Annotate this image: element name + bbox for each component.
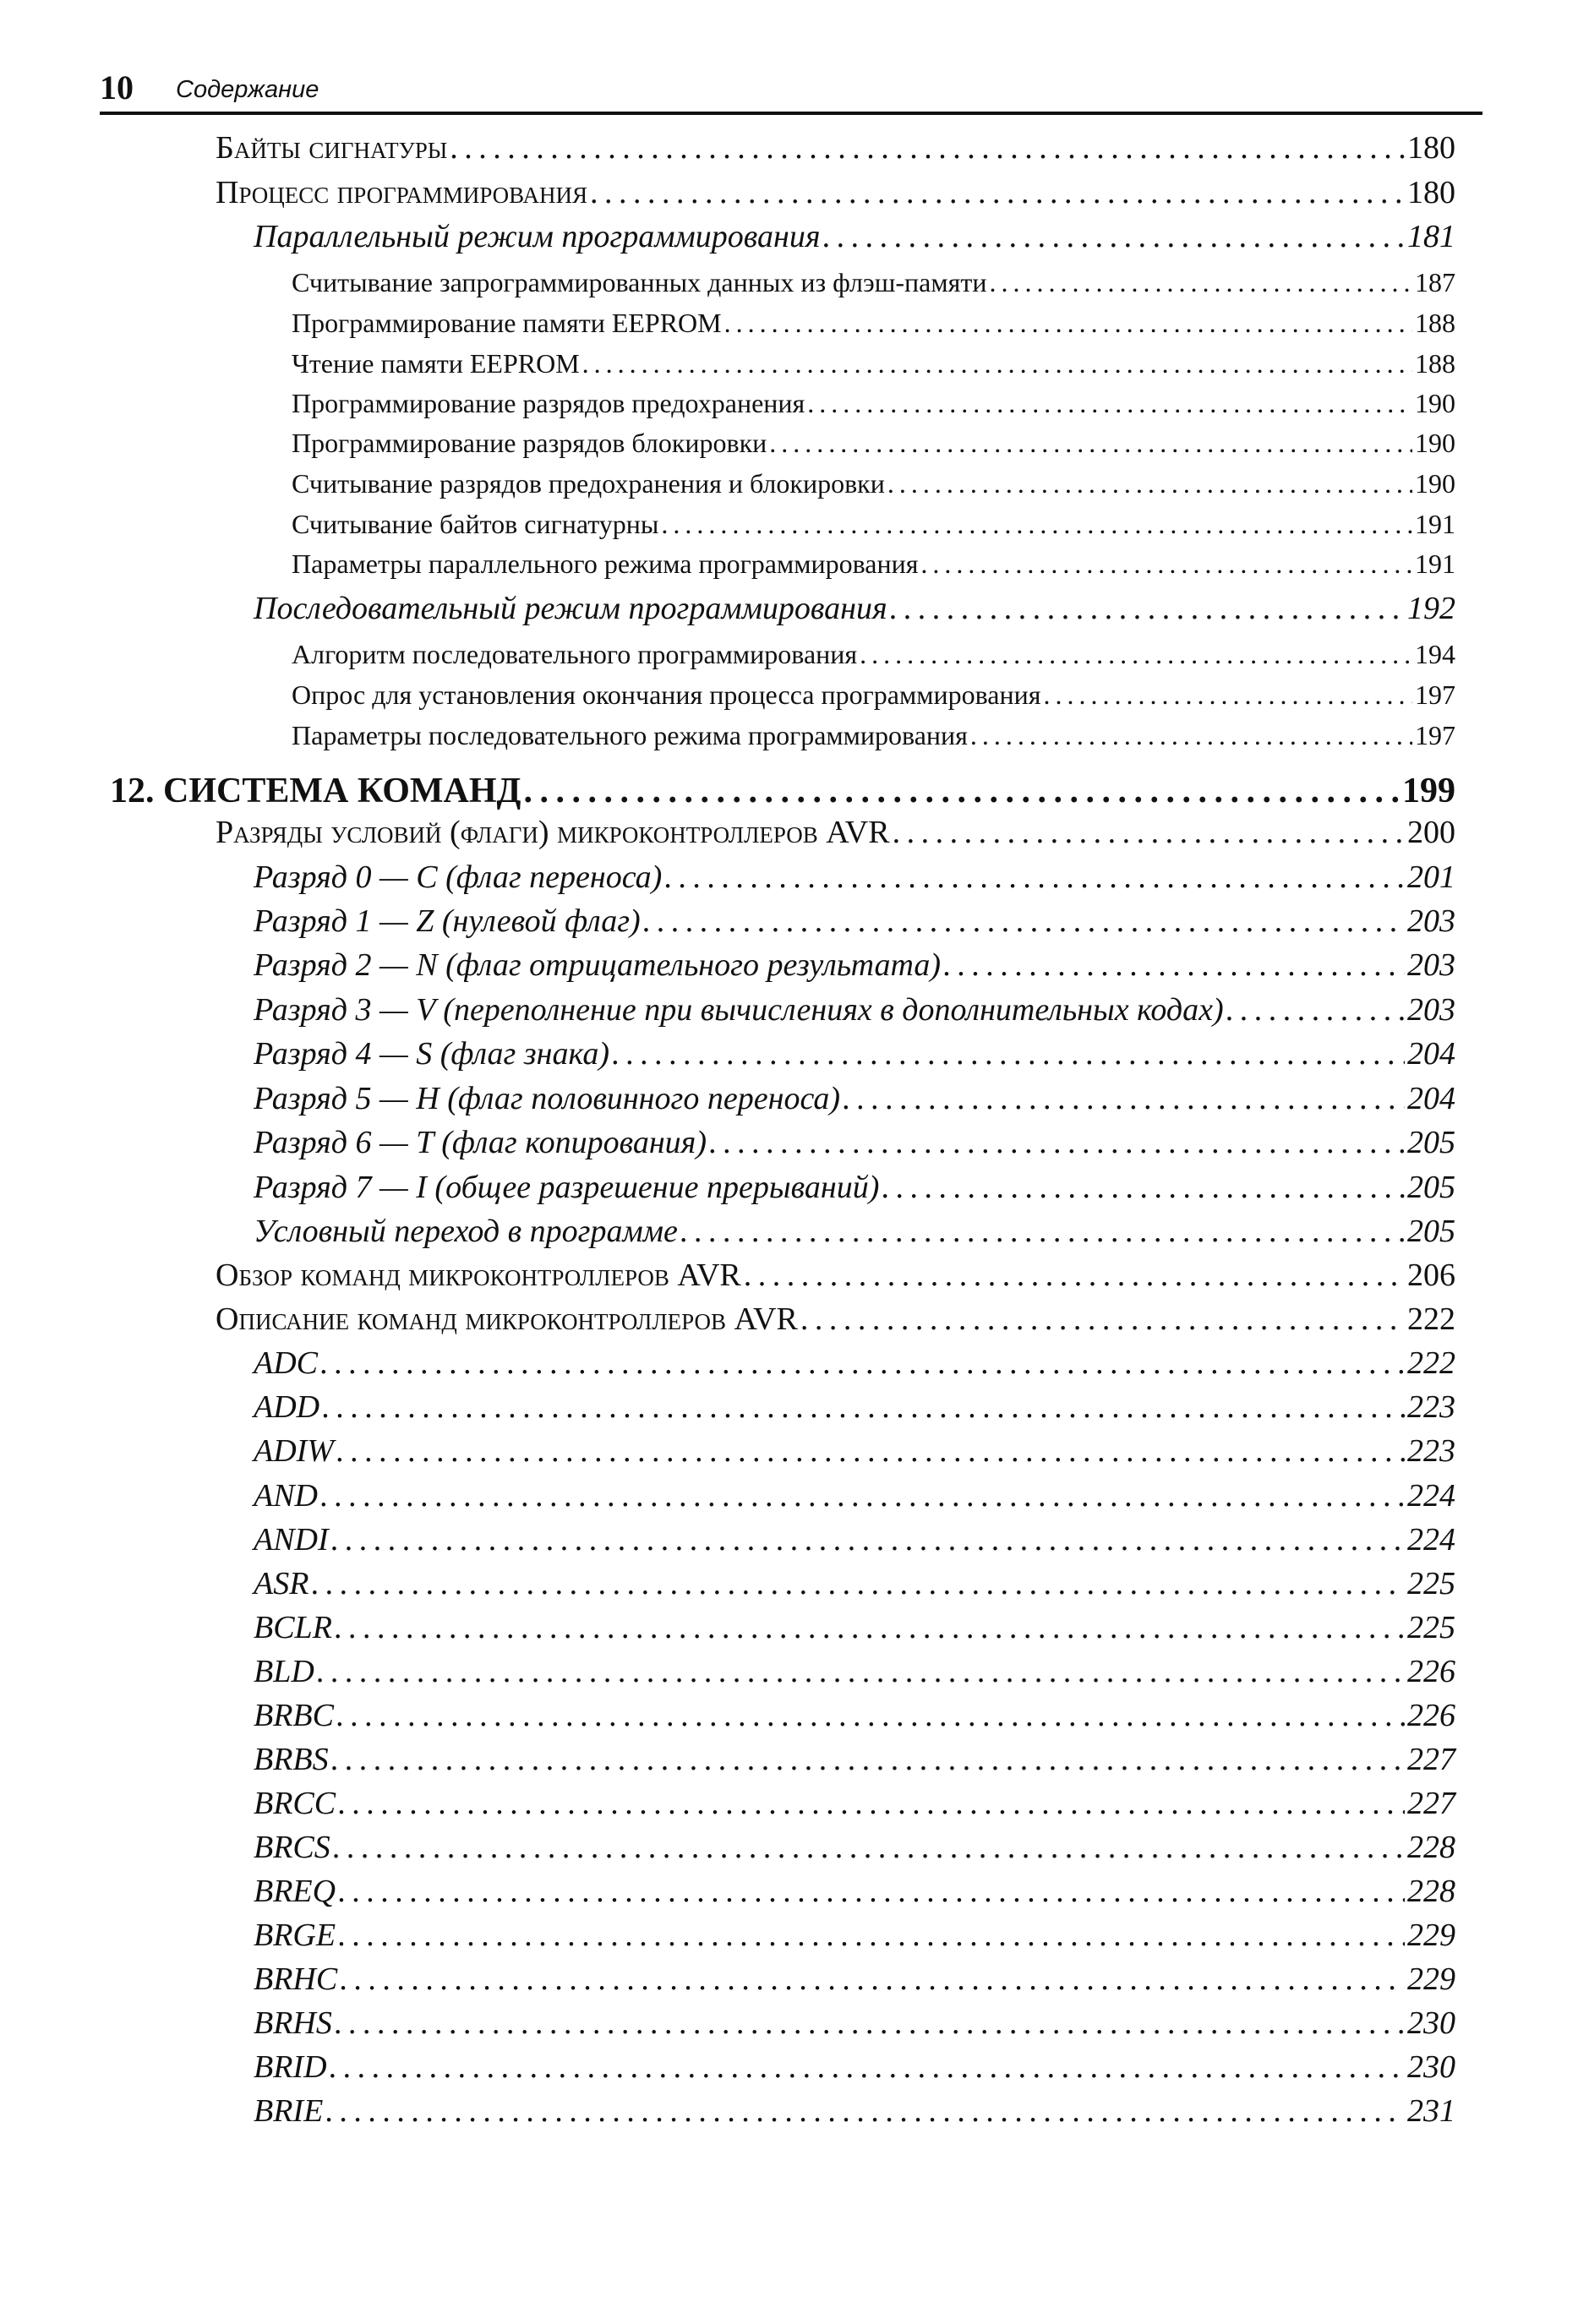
toc-entry-page: 190: [1415, 468, 1455, 499]
toc-entry-title: BRBS: [254, 1742, 329, 1777]
dot-leader: [335, 1612, 1405, 1644]
toc-entry-chapter: [110, 769, 1455, 813]
toc-entry-subsection: [254, 1607, 1455, 1649]
dot-leader: [680, 1215, 1405, 1247]
toc-entry-page: 200: [1407, 815, 1455, 850]
dot-leader: [1226, 994, 1405, 1026]
dot-leader: [943, 949, 1405, 981]
dot-leader: [843, 1083, 1405, 1115]
toc-entry-item: [292, 345, 1455, 382]
toc-entry-title: BLD: [254, 1654, 314, 1689]
toc-entry-title: Обзор команд микроконтроллеров AVR: [216, 1257, 741, 1293]
toc-entry-page: 224: [1407, 1522, 1455, 1558]
toc-entry-title: Условный переход в программе: [254, 1214, 678, 1249]
toc-entry-title: Разряд 7 — I (общее разрешение прерываний): [254, 1170, 880, 1205]
toc-entry-page: 201: [1407, 859, 1455, 895]
toc-entry-title: Байты сигнатуры: [216, 130, 448, 166]
toc-entry-page: 206: [1407, 1257, 1455, 1293]
toc-entry-page: 228: [1407, 1874, 1455, 1909]
toc-entry-subsection: [254, 856, 1455, 898]
toc-entry-title: Считывание байтов сигнатурны: [292, 509, 659, 539]
toc-entry-title: ADC: [254, 1345, 318, 1381]
dot-leader: [325, 2095, 1405, 2127]
toc-entry-subsection: [254, 1870, 1455, 1912]
toc-entry-subsection: [254, 1738, 1455, 1781]
toc-entry-title: Чтение памяти EEPROM: [292, 348, 580, 379]
dot-leader: [335, 2007, 1405, 2039]
dot-leader: [450, 132, 1405, 164]
toc-entry-subsection: [254, 1958, 1455, 2000]
toc-entry-page: 231: [1407, 2093, 1455, 2129]
toc-entry-page: 191: [1415, 548, 1455, 579]
dot-leader: [882, 1171, 1405, 1203]
toc-entry-title: Параллельный режим программирования: [254, 219, 821, 254]
dot-leader: [970, 722, 1412, 749]
toc-entry-page: 203: [1407, 992, 1455, 1028]
toc-entry-page: 197: [1415, 679, 1455, 710]
toc-entry-title: Разряды условий (флаги) микроконтроллеров AVR: [216, 815, 890, 850]
toc-entry-title: Разряд 2 — N (флаг отрицательного результата): [254, 947, 942, 983]
toc-entry-page: 199: [1402, 772, 1455, 810]
toc-entry-title: ANDI: [254, 1522, 329, 1558]
dot-leader: [331, 1524, 1405, 1556]
toc-entry-title: Программирование разрядов предохранения: [292, 388, 805, 418]
toc-entry-subsection: [254, 1386, 1455, 1428]
toc-entry-subsection: [254, 1475, 1455, 1517]
dot-leader: [769, 429, 1412, 456]
dot-leader: [336, 1699, 1405, 1732]
toc-entry-page: 191: [1415, 509, 1455, 539]
dot-leader: [338, 1787, 1405, 1819]
toc-entry-page: 225: [1407, 1566, 1455, 1601]
toc-entry-subsection: [254, 1077, 1455, 1120]
toc-entry-subsection: [254, 1342, 1455, 1384]
dot-leader: [311, 1568, 1405, 1600]
toc-entry-title: BREQ: [254, 1874, 336, 1909]
toc-entry-page: 187: [1415, 267, 1455, 297]
dot-leader: [338, 1919, 1405, 1951]
toc-entry-page: 203: [1407, 903, 1455, 939]
toc-entry-title: Программирование разрядов блокировки: [292, 428, 767, 458]
dot-leader: [890, 592, 1405, 625]
toc-entry-page: 180: [1407, 130, 1455, 166]
toc-entry-title: BRCC: [254, 1786, 336, 1821]
toc-entry-title: Последовательный режим программирования: [254, 591, 887, 626]
toc-entry-title: Параметры параллельного режима программирования: [292, 548, 919, 579]
toc-entry-page: 205: [1407, 1170, 1455, 1205]
dot-leader: [320, 1480, 1405, 1512]
toc-entry-item: [292, 424, 1455, 461]
toc-entry-section: [216, 1298, 1455, 1340]
toc-entry-title: 12. СИСТЕМА КОМАНД: [110, 772, 521, 810]
toc-entry-page: 224: [1407, 1478, 1455, 1514]
toc-entry-page: 204: [1407, 1081, 1455, 1116]
toc-entry-page: 188: [1415, 308, 1455, 338]
dot-leader: [823, 221, 1406, 253]
toc-entry-title: Опрос для установления окончания процесса программирования: [292, 679, 1041, 710]
toc-entry-page: 188: [1415, 348, 1455, 379]
toc-entry-title: ADIW: [254, 1433, 334, 1469]
toc-entry-title: Разряд 4 — S (флаг знака): [254, 1036, 609, 1072]
toc-entry-title: BRHS: [254, 2005, 332, 2041]
toc-entry-section: [216, 1254, 1455, 1296]
toc-entry-title: Разряд 3 — V (переполнение при вычислениях в дополнительных кодах): [254, 992, 1224, 1028]
toc-entry-title: AND: [254, 1478, 318, 1514]
dot-leader: [322, 1391, 1405, 1423]
toc-entry-title: BRHC: [254, 1961, 338, 1997]
dot-leader: [661, 510, 1412, 537]
toc-entry-title: Считывание разрядов предохранения и блокировки: [292, 468, 885, 499]
dot-leader: [336, 1435, 1405, 1467]
dot-leader: [893, 816, 1405, 848]
dot-leader: [338, 1875, 1405, 1907]
toc-entry-title: Разряд 1 — Z (нулевой флаг): [254, 903, 641, 939]
dot-leader: [333, 1831, 1405, 1863]
toc-entry-page: 227: [1407, 1786, 1455, 1821]
toc-entry-page: 223: [1407, 1389, 1455, 1425]
dot-leader: [744, 1259, 1405, 1291]
running-title: Содержание: [176, 76, 319, 103]
dot-leader: [920, 550, 1412, 577]
toc-entry-subsection: [254, 1782, 1455, 1825]
toc-entry-subsection: [254, 989, 1455, 1031]
toc-entry-subsection: [254, 1519, 1455, 1561]
toc-entry-subsection: [254, 1430, 1455, 1472]
toc-entry-title: Разряд 5 — H (флаг половинного переноса): [254, 1081, 840, 1116]
toc-entry-subsection: [254, 587, 1455, 630]
dot-leader: [317, 1656, 1405, 1688]
toc-entry-subsection: [254, 1650, 1455, 1693]
toc-entry-subsection: [254, 1210, 1455, 1252]
toc-entry-page: 180: [1407, 175, 1455, 210]
toc-entry-page: 205: [1407, 1125, 1455, 1160]
dot-leader: [612, 1038, 1405, 1070]
toc-entry-title: ASR: [254, 1566, 309, 1601]
toc-entry-title: Алгоритм последовательного программирования: [292, 639, 858, 669]
toc-entry-page: 190: [1415, 428, 1455, 458]
page-number: 10: [100, 68, 134, 106]
toc-entry-title: Описание команд микроконтроллеров AVR: [216, 1301, 798, 1337]
toc-entry-item: [292, 465, 1455, 502]
toc-entry-page: 229: [1407, 1918, 1455, 1953]
toc-entry-page: 222: [1407, 1345, 1455, 1381]
toc-entry-page: 230: [1407, 2005, 1455, 2041]
toc-entry-item: [292, 264, 1455, 301]
toc-entry-subsection: [254, 1121, 1455, 1164]
toc-entry-page: 204: [1407, 1036, 1455, 1072]
toc-entry-page: 222: [1407, 1301, 1455, 1337]
dot-leader: [331, 1743, 1405, 1776]
toc-entry-subsection: [254, 1914, 1455, 1956]
dot-leader: [887, 470, 1412, 497]
dot-leader: [709, 1127, 1405, 1159]
toc-entry-page: 194: [1415, 639, 1455, 669]
toc-entry-section: [216, 811, 1455, 854]
toc-entry-page: 227: [1407, 1742, 1455, 1777]
toc-entry-item: [292, 545, 1455, 582]
dot-leader: [800, 1303, 1405, 1335]
toc-entry-page: 229: [1407, 1961, 1455, 1997]
toc-entry-title: Считывание запрограммированных данных из флэш-памяти: [292, 267, 987, 297]
dot-leader: [582, 350, 1412, 377]
toc-entry-section: [216, 127, 1455, 169]
toc-entry-subsection: [254, 1166, 1455, 1208]
toc-entry-page: 228: [1407, 1830, 1455, 1865]
toc-entry-title: Параметры последовательного режима программирования: [292, 720, 968, 750]
dot-leader: [320, 1347, 1405, 1379]
toc-entry-page: 225: [1407, 1610, 1455, 1645]
toc-entry-subsection: [254, 2090, 1455, 2132]
toc-entry-page: 197: [1415, 720, 1455, 750]
dot-leader: [523, 773, 1400, 809]
toc-entry-item: [292, 304, 1455, 341]
toc-entry-page: 190: [1415, 388, 1455, 418]
toc-entry-subsection: [254, 1694, 1455, 1737]
toc-entry-item: [292, 717, 1455, 754]
toc-entry-title: Разряд 6 — T (флаг копирования): [254, 1125, 707, 1160]
toc-entry-item: [292, 385, 1455, 422]
toc-entry-page: 205: [1407, 1214, 1455, 1249]
toc-entry-page: 203: [1407, 947, 1455, 983]
toc-entry-item: [292, 505, 1455, 543]
toc-entry-section: [216, 172, 1455, 214]
toc-entry-page: 230: [1407, 2049, 1455, 2085]
dot-leader: [590, 177, 1405, 209]
dot-leader: [860, 641, 1412, 668]
dot-leader: [807, 390, 1412, 417]
toc-entry-title: BRBC: [254, 1698, 334, 1733]
dot-leader: [643, 905, 1405, 937]
toc-entry-page: 226: [1407, 1698, 1455, 1733]
dot-leader: [724, 309, 1412, 336]
toc-entry-subsection: [254, 900, 1455, 942]
toc-entry-page: 226: [1407, 1654, 1455, 1689]
toc-entry-subsection: [254, 2002, 1455, 2044]
toc-entry-subsection: [254, 1563, 1455, 1605]
toc-entry-title: Программирование памяти EEPROM: [292, 308, 722, 338]
toc-entry-item: [292, 636, 1455, 673]
toc-entry-subsection: [254, 2046, 1455, 2088]
toc-entry-title: BRCS: [254, 1830, 330, 1865]
toc-entry-page: 192: [1407, 591, 1455, 626]
toc-entry-title: Разряд 0 — C (флаг переноса): [254, 859, 663, 895]
toc-entry-title: BRID: [254, 2049, 327, 2085]
dot-leader: [340, 1963, 1405, 1995]
toc-entry-subsection: [254, 215, 1455, 258]
toc-entry-title: BCLR: [254, 1610, 332, 1645]
toc-entry-title: Процесс программирования: [216, 175, 587, 210]
toc-entry-title: BRIE: [254, 2093, 324, 2129]
toc-entry-subsection: [254, 1826, 1455, 1868]
toc-entry-page: 223: [1407, 1433, 1455, 1469]
dot-leader: [664, 861, 1405, 893]
toc-entry-title: BRGE: [254, 1918, 336, 1953]
toc-entry-title: ADD: [254, 1389, 320, 1425]
toc-entry-subsection: [254, 1033, 1455, 1075]
toc-entry-subsection: [254, 944, 1455, 986]
toc-entry-page: 181: [1407, 219, 1455, 254]
toc-entry-item: [292, 676, 1455, 713]
dot-leader: [330, 2051, 1405, 2083]
dot-leader: [1043, 681, 1412, 708]
dot-leader: [989, 269, 1412, 296]
